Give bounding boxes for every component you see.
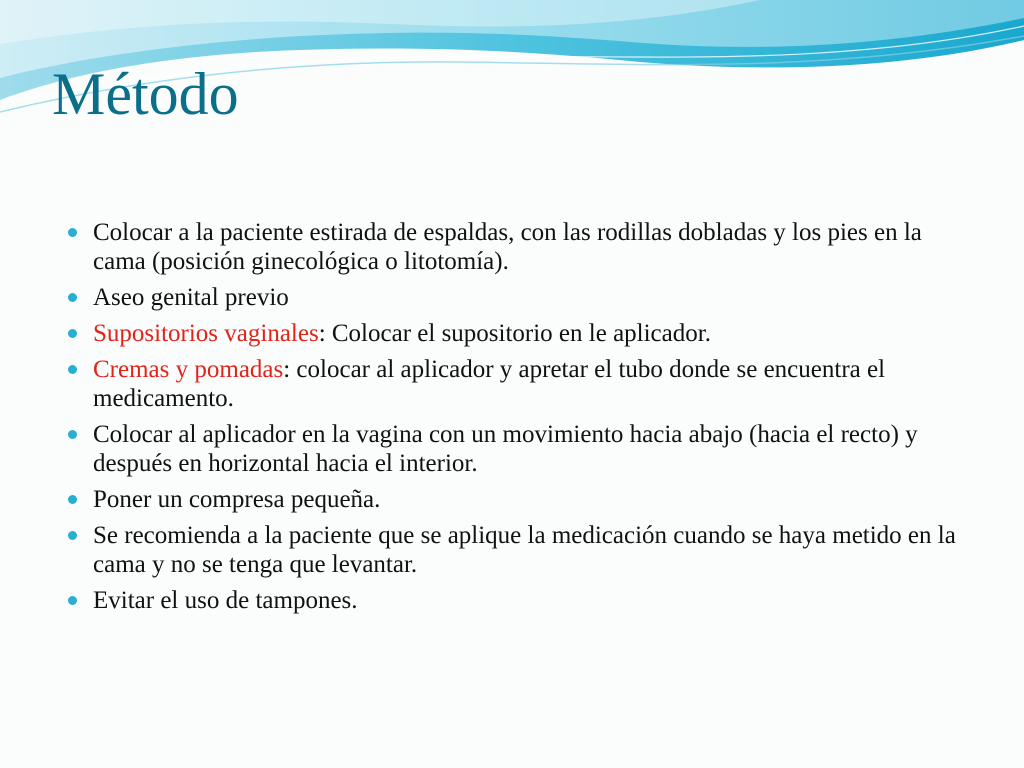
bullet-icon [68,495,77,504]
bullet-list [66,218,966,622]
bullet-highlight: Supositorios vaginales [93,320,319,347]
list-item [66,283,966,312]
list-item [66,586,966,615]
list-item [66,218,966,276]
list-item [66,521,966,579]
bullet-icon [68,329,77,338]
bullet-icon [68,365,77,374]
bullet-highlight: Cremas y pomadas [93,356,284,383]
bullet-icon [68,293,77,302]
bullet-text: Evitar el uso de tampones. [93,587,358,614]
bullet-text: : Colocar el supositorio en le aplicador. [318,320,711,347]
bullet-text: Aseo genital previo [93,284,289,311]
list-item [66,319,966,348]
bullet-text: Colocar al aplicador en la vagina con un movimiento hacia abajo (hacia el recto) y después en horizontal hacia el interior. [93,421,918,477]
bullet-icon [68,596,77,605]
bullet-text: Poner un compresa pequeña. [93,486,381,513]
list-item [66,355,966,413]
slide-title: Método [52,61,239,127]
list-item [66,485,966,514]
bullet-text: : colocar al aplicador y apretar el tubo donde se encuentra el medicamento. [93,356,886,412]
bullet-icon [68,531,77,540]
bullet-icon [68,228,77,237]
list-item [66,420,966,478]
bullet-icon [68,430,77,439]
bullet-text: Colocar a la paciente estirada de espaldas, con las rodillas dobladas y los pies en la cama (posición ginecológica o litotomía). [93,219,922,275]
bullet-text: Se recomienda a la paciente que se aplique la medicación cuando se haya metido en la cama y no se tenga que levantar. [93,522,956,578]
